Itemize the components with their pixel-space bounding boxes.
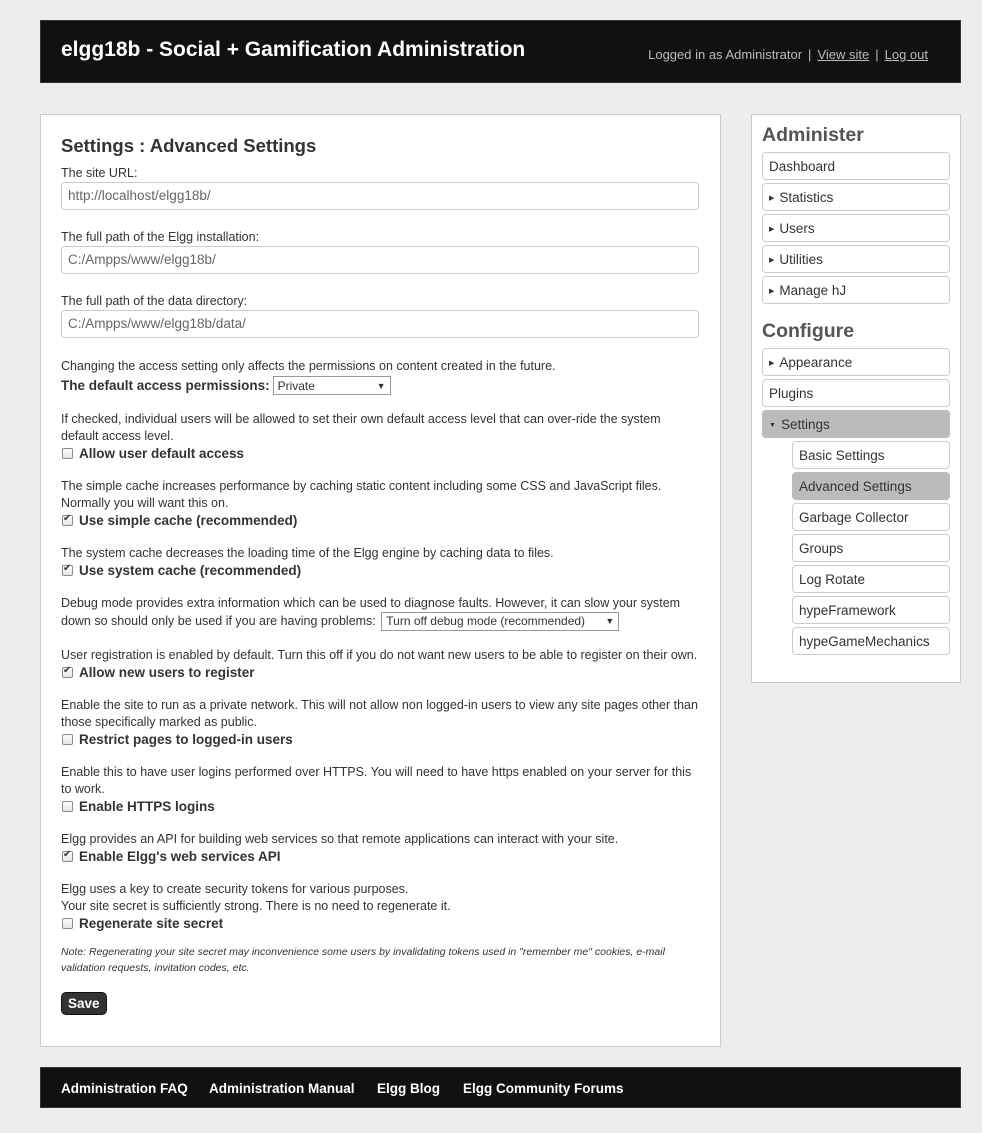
header-user-menu [648, 47, 928, 62]
sidebar-subitem-log-rotate[interactable] [792, 565, 950, 593]
sidebar-item-label: Advanced Settings [799, 479, 912, 494]
footer-link-elgg-blog[interactable]: Elgg Blog [377, 1081, 440, 1096]
default-access-label: The default access permissions: [61, 378, 270, 393]
site-secret-description: Elgg uses a key to create security tokens for various purposes. [61, 882, 409, 896]
https-description: Enable this to have user logins performed over HTTPS. You will need to have https enabled on your server for this to work. [61, 765, 692, 796]
sidebar-item-label: Statistics [779, 190, 834, 205]
user-default-access-label: Allow user default access [79, 446, 245, 461]
install-path-label: The full path of the Elgg installation: [61, 230, 260, 244]
sidebar-subitem-advanced-settings[interactable] [792, 472, 950, 500]
sidebar-item-label: Appearance [779, 355, 853, 370]
sidebar-item-dashboard[interactable] [762, 152, 950, 180]
sidebar-subitem-hypeframework[interactable] [792, 596, 950, 624]
sidebar-item-label: Groups [799, 541, 844, 556]
header-bar [40, 20, 961, 83]
sidebar-subitem-hypegamemechanics[interactable] [792, 627, 950, 655]
site-secret-strength: Your site secret is sufficiently strong. There is no need to regenerate it. [61, 899, 451, 913]
user-default-access-checkbox[interactable] [62, 448, 73, 459]
sidebar-item-label: Garbage Collector [799, 510, 909, 525]
view-site-link[interactable]: View site [817, 47, 870, 62]
site-title[interactable]: elgg18b - Social + Gamification Administration [61, 38, 526, 61]
site-url-label: The site URL: [61, 166, 138, 180]
sidebar-item-statistics[interactable] [762, 183, 950, 211]
sidebar-item-utilities[interactable] [762, 245, 950, 273]
https-option [61, 798, 701, 815]
user-default-access-description: If checked, individual users will be allowed to set their own default access level that can over-ride the system default access level. [61, 412, 661, 443]
registration-label: Allow new users to register [79, 665, 255, 680]
log-out-link[interactable]: Log out [884, 47, 928, 62]
sidebar-item-label: Log Rotate [799, 572, 866, 587]
walled-garden-label: Restrict pages to logged-in users [79, 732, 293, 747]
chevron-down-icon: ▼ [376, 380, 386, 391]
sidebar-item-label: Utilities [779, 252, 823, 267]
registration-checkbox[interactable] [62, 667, 73, 678]
registration-description: User registration is enabled by default. Turn this off if you do not want new users to be able to register on their own. [61, 648, 698, 662]
registration-option [61, 664, 701, 681]
sidebar-item-label: hypeGameMechanics [799, 634, 930, 649]
simple-cache-label: Use simple cache (recommended) [79, 513, 298, 528]
default-access-row [61, 376, 701, 395]
sidebar-item-label: hypeFramework [799, 603, 896, 618]
footer-link-admin-manual[interactable]: Administration Manual [209, 1081, 355, 1096]
api-checkbox[interactable] [62, 851, 73, 862]
separator: | [808, 47, 812, 62]
page-title: Settings : Advanced Settings [61, 135, 317, 156]
sidebar-item-manage-hj[interactable] [762, 276, 950, 304]
walled-garden-checkbox[interactable] [62, 734, 73, 745]
sidebar-item-label: Users [779, 221, 815, 236]
administer-heading: Administer [762, 124, 864, 146]
caret-right-icon: ▶ [769, 360, 775, 367]
api-option [61, 848, 701, 865]
logged-in-text: Logged in as Administrator [648, 47, 803, 62]
site-secret-option [61, 915, 701, 932]
data-path-input[interactable]: C:/Ampps/www/elgg18b/data/ [61, 310, 699, 338]
footer-bar [40, 1067, 961, 1108]
sidebar-item-plugins[interactable] [762, 379, 950, 407]
caret-down-icon: ▼ [769, 422, 776, 429]
simple-cache-checkbox[interactable] [62, 515, 73, 526]
caret-right-icon: ▶ [769, 226, 775, 233]
debug-mode-value: Turn off debug mode (recommended) [386, 614, 586, 628]
sidebar-item-settings[interactable] [762, 410, 950, 438]
separator: | [875, 47, 879, 62]
api-description: Elgg provides an API for building web services so that remote applications can interact with your site. [61, 832, 619, 846]
sidebar-item-label: Manage hJ [779, 283, 847, 298]
walled-garden-option [61, 731, 701, 748]
system-cache-label: Use system cache (recommended) [79, 563, 302, 578]
api-label: Enable Elgg's web services API [79, 849, 281, 864]
sidebar-subitem-garbage-collector[interactable] [792, 503, 950, 531]
access-description: Changing the access setting only affects the permissions on content created in the future. [61, 359, 556, 373]
debug-description [61, 595, 701, 631]
footer-link-community-forums[interactable]: Elgg Community Forums [463, 1081, 624, 1096]
caret-right-icon: ▶ [769, 257, 775, 264]
chevron-down-icon: ▼ [605, 616, 615, 626]
configure-heading: Configure [762, 320, 855, 342]
system-cache-option [61, 562, 701, 579]
site-secret-checkbox[interactable] [62, 918, 73, 929]
admin-sidebar [751, 114, 961, 683]
install-path-input[interactable]: C:/Ampps/www/elgg18b/ [61, 246, 699, 274]
save-button[interactable]: Save [61, 992, 107, 1015]
caret-right-icon: ▶ [769, 195, 775, 202]
sidebar-item-users[interactable] [762, 214, 950, 242]
debug-description-text: Debug mode provides extra information which can be used to diagnose faults. However, it can slow your system down so should only be used if you are having problems: [61, 596, 681, 628]
sidebar-item-label: Settings [780, 417, 830, 432]
caret-right-icon: ▶ [769, 288, 775, 295]
sidebar-subitem-basic-settings[interactable] [792, 441, 950, 469]
main-content [40, 114, 721, 1047]
simple-cache-option [61, 512, 701, 529]
debug-mode-select[interactable] [381, 612, 619, 631]
system-cache-description: The system cache decreases the loading time of the Elgg engine by caching data to files. [61, 546, 554, 560]
sidebar-item-label: Dashboard [769, 159, 836, 174]
https-label: Enable HTTPS logins [79, 799, 215, 814]
site-url-input[interactable]: http://localhost/elgg18b/ [61, 182, 699, 210]
site-secret-label: Regenerate site secret [79, 916, 224, 931]
site-secret-note: Note: Regenerating your site secret may inconvenience some users by invalidating tokens used in "remember me" cookies, e-mail validation requests, invitation codes, etc. [61, 946, 665, 974]
footer-link-admin-faq[interactable]: Administration FAQ [61, 1081, 188, 1096]
sidebar-item-label: Plugins [769, 386, 814, 401]
simple-cache-description: The simple cache increases performance by caching static content including some CSS and JavaScript files. Normally you will want this on. [61, 479, 662, 510]
sidebar-item-label: Basic Settings [799, 448, 885, 463]
default-access-select[interactable] [273, 376, 391, 395]
data-path-label: The full path of the data directory: [61, 294, 248, 308]
default-access-value: Private [277, 378, 315, 393]
https-checkbox[interactable] [62, 801, 73, 812]
sidebar-item-appearance[interactable] [762, 348, 950, 376]
user-default-access-option [61, 445, 701, 462]
sidebar-subitem-groups[interactable] [792, 534, 950, 562]
walled-garden-description: Enable the site to run as a private network. This will not allow non logged-in users to view any site pages other than those specifically marked as public. [61, 698, 698, 729]
system-cache-checkbox[interactable] [62, 565, 73, 576]
